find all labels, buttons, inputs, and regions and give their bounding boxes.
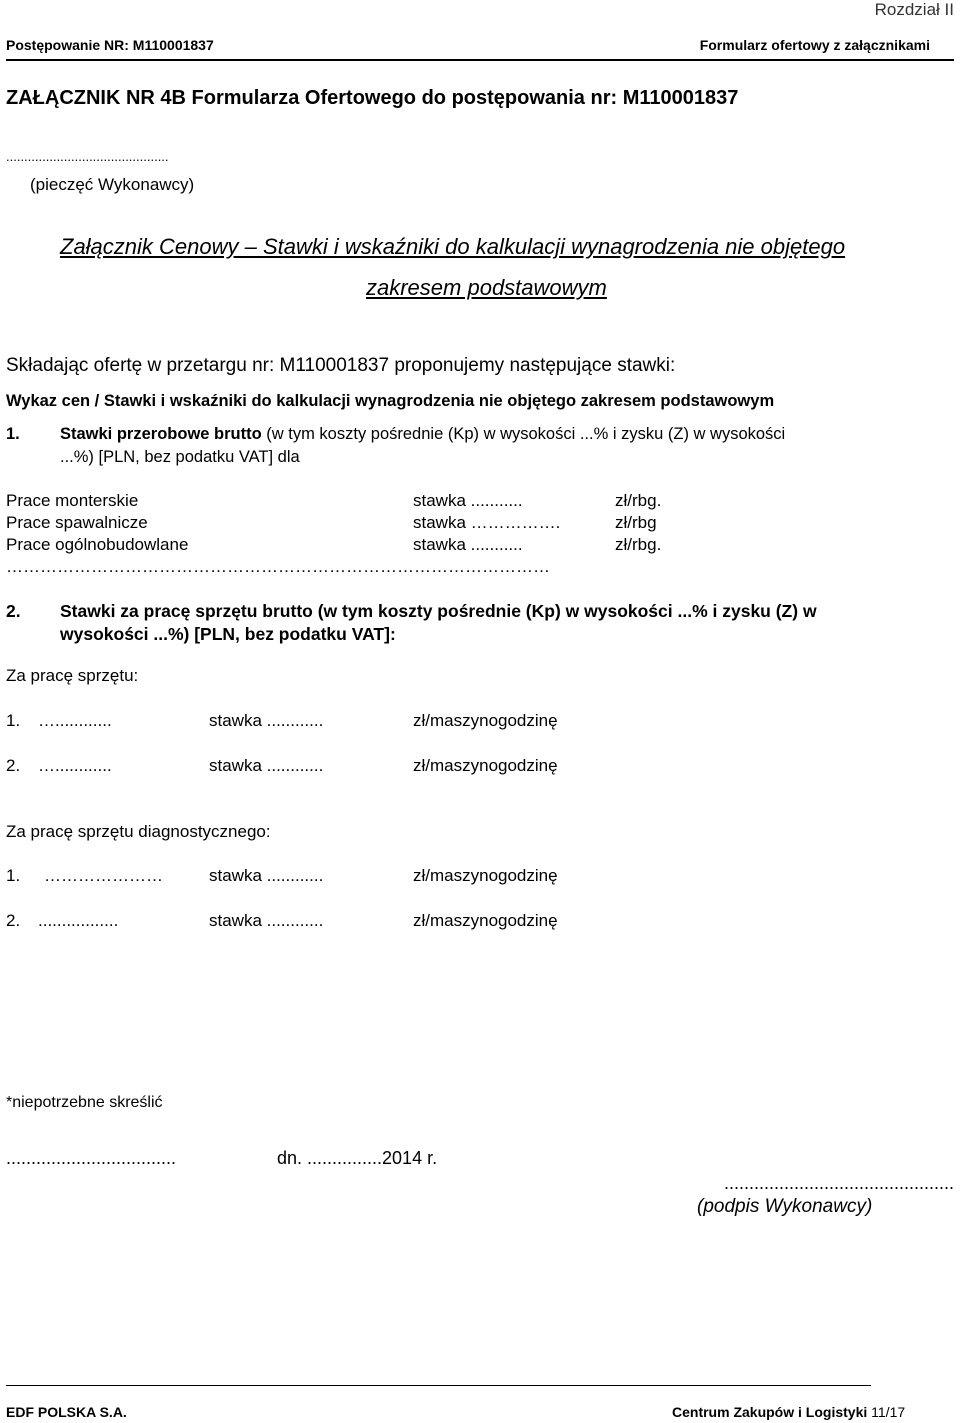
footer-right bbox=[672, 1404, 905, 1420]
rate-row-unit: zł/rbg. bbox=[615, 535, 662, 554]
section-2-number: 2. bbox=[6, 601, 21, 621]
rate-row-unit: zł/rbg. bbox=[615, 491, 662, 510]
section-1-line-2: ...%) [PLN, bez podatku VAT] dla bbox=[60, 448, 300, 466]
section-2-heading-line-2: wysokości ...%) [PLN, bez podatku VAT]: bbox=[60, 624, 396, 644]
rate-row-name: Prace ogólnobudowlane bbox=[6, 535, 189, 554]
section-1-heading bbox=[60, 425, 785, 444]
document-title: ZAŁĄCZNIK NR 4B Formularza Ofertowego do postępowania nr: M110001837 bbox=[6, 87, 739, 109]
diagnostic-row-stawka: stawka ............ bbox=[209, 911, 324, 930]
diagnostic-row-number: 1. bbox=[6, 866, 21, 885]
diagnostic-row-unit: zł/maszynogodzinę bbox=[413, 911, 558, 930]
section-2-heading: Stawki za pracę sprzętu brutto (w tym koszty pośrednie (Kp) w wysokości ...% i zysku (Z) w bbox=[60, 601, 817, 621]
equipment-row-name: …............ bbox=[38, 756, 112, 775]
equipment-row-name: …............ bbox=[38, 711, 112, 730]
signature-dots: .............................................. bbox=[723, 1173, 954, 1193]
section-1-bold: Stawki przerobowe brutto bbox=[60, 425, 262, 443]
equipment-row-unit: zł/maszynogodzinę bbox=[413, 711, 558, 730]
place-dots: .................................. bbox=[6, 1148, 177, 1168]
signature-date: dn. ...............2014 r. bbox=[277, 1148, 438, 1168]
header-rule bbox=[6, 59, 954, 61]
subtitle-line-2: zakresem podstawowym bbox=[366, 275, 607, 300]
rate-row-name: Prace spawalnicze bbox=[6, 513, 148, 532]
diagnostic-row-stawka: stawka ............ bbox=[209, 866, 324, 885]
equipment-label: Za pracę sprzętu: bbox=[6, 666, 139, 685]
footer-company: EDF POLSKA S.A. bbox=[6, 1404, 127, 1420]
diagnostic-row-number: 2. bbox=[6, 911, 21, 930]
footer-department: Centrum Zakupów i Logistyki bbox=[672, 1404, 868, 1420]
subtitle-line-1: Załącznik Cenowy – Stawki i wskaźniki do kalkulacji wynagrodzenia nie objętego bbox=[60, 234, 846, 259]
rate-row-stawka: stawka ……………. bbox=[413, 513, 561, 532]
equipment-row-number: 1. bbox=[6, 711, 21, 730]
intro-text: Składając ofertę w przetargu nr: M110001837 proponujemy następujące stawki: bbox=[6, 355, 676, 376]
diagnostic-row-name: ................. bbox=[38, 911, 119, 930]
section-1-rest: (w tym koszty pośrednie (Kp) w wysokości ...% i zysku (Z) w wysokości bbox=[261, 425, 786, 443]
signature-label: (podpis Wykonawcy) bbox=[697, 1196, 873, 1217]
equipment-row-stawka: stawka ............ bbox=[209, 711, 324, 730]
page-number: 11/17 bbox=[871, 1404, 906, 1420]
rate-row-unit: zł/rbg bbox=[615, 513, 657, 532]
diagnostic-row-unit: zł/maszynogodzinę bbox=[413, 866, 558, 885]
footnote: *niepotrzebne skreślić bbox=[6, 1094, 163, 1111]
rate-row-stawka: stawka ........... bbox=[413, 535, 523, 554]
equipment-row-number: 2. bbox=[6, 756, 21, 775]
diagnostic-row-name: ………………… bbox=[44, 866, 163, 885]
diagnostic-label: Za pracę sprzętu diagnostycznego: bbox=[6, 822, 271, 841]
stamp-label: (pieczęć Wykonawcy) bbox=[30, 175, 195, 194]
section-1-filler: …………………………………………………………………………………… bbox=[6, 557, 550, 576]
equipment-row-unit: zł/maszynogodzinę bbox=[413, 756, 558, 775]
list-title: Wykaz cen / Stawki i wskaźniki do kalkulacji wynagrodzenia nie objętego zakresem podstawowym bbox=[6, 392, 775, 410]
rate-row-name: Prace monterskie bbox=[6, 491, 139, 510]
footer-rule bbox=[6, 1385, 871, 1386]
equipment-row-stawka: stawka ............ bbox=[209, 756, 324, 775]
stamp-dots: ............................................. bbox=[6, 149, 169, 164]
rate-row-stawka: stawka ........... bbox=[413, 491, 523, 510]
form-title: Formularz ofertowy z załącznikami bbox=[699, 37, 930, 53]
chapter-label: Rozdział II bbox=[874, 0, 954, 19]
section-1-number: 1. bbox=[6, 425, 20, 443]
proceeding-number: Postępowanie NR: M110001837 bbox=[6, 37, 214, 53]
